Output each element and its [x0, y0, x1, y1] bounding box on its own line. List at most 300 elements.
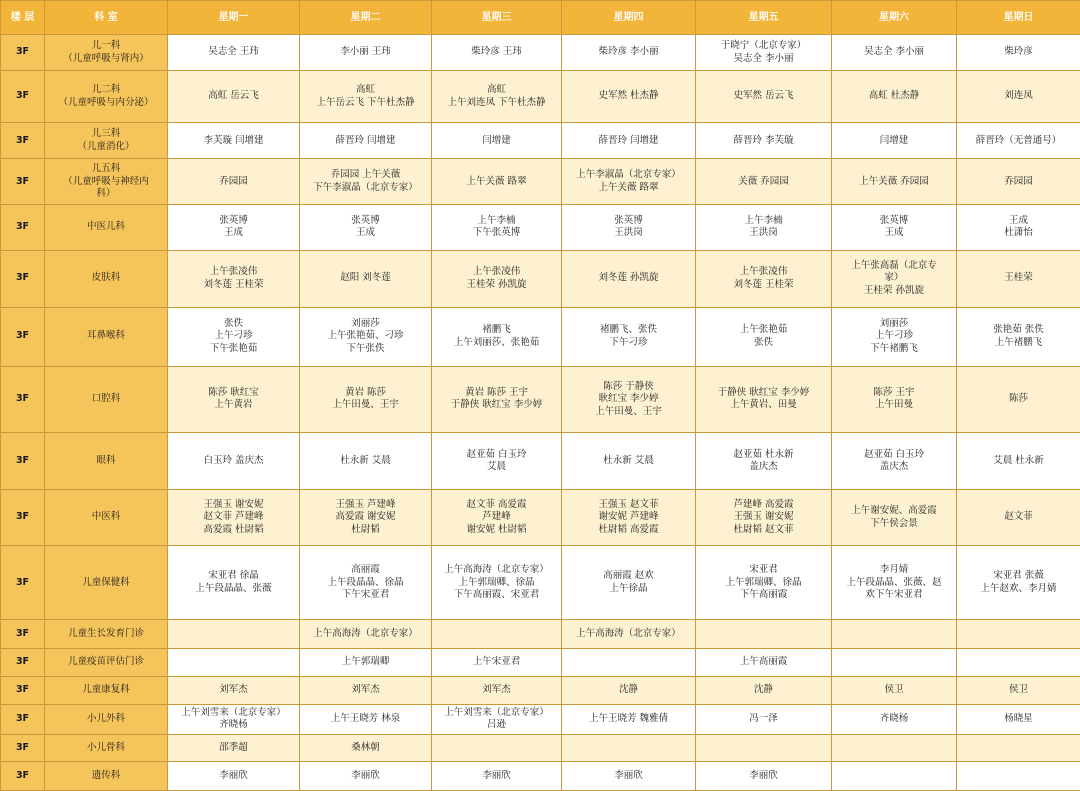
schedule-cell: [300, 250, 432, 307]
doctor-line: 于静侠 耿红宝 李少婷: [717, 386, 810, 398]
doctor-line: 薛晋玲 闫增建: [335, 134, 396, 146]
schedule-cell: [300, 620, 432, 648]
schedule-cell: [832, 366, 957, 432]
doctor-line: 赵亚茹 白玉玲: [863, 448, 925, 460]
doctor-line: 上午高海涛（北京专家）: [313, 627, 418, 639]
schedule-cell: [432, 433, 562, 490]
schedule-cell: [957, 433, 1080, 490]
doctor-line: 上午关薇 乔园园: [859, 175, 929, 187]
doctor-line: 赵亚茹 杜永新: [733, 448, 794, 460]
schedule-cell: [168, 35, 300, 71]
schedule-cell: [957, 734, 1080, 761]
schedule-cell: [300, 35, 432, 71]
doctor-line: 李芙璇 闫增建: [203, 134, 264, 146]
department-name-line: （儿童消化）: [77, 140, 135, 152]
schedule-cell: [832, 676, 957, 704]
table-row: [1, 250, 1080, 307]
doctor-line: 李丽欣: [614, 769, 643, 781]
schedule-cell: [562, 648, 696, 676]
department-cell: [45, 433, 168, 490]
doctor-line: 下午张艳茹: [209, 343, 258, 355]
schedule-cell: [432, 546, 562, 620]
department-name-line: 小儿外科: [86, 712, 125, 724]
department-name-line: 儿童康复科: [82, 683, 130, 695]
schedule-cell: [168, 123, 300, 159]
doctor-line: 薛晋玲 闫增建: [598, 134, 659, 146]
schedule-cell: [832, 704, 957, 734]
doctor-line: 陈莎 于静侠: [603, 380, 654, 392]
doctor-line: 闫增建: [482, 134, 511, 146]
floor-cell: 3F: [1, 620, 45, 648]
schedule-cell: [168, 307, 300, 366]
schedule-cell: [562, 761, 696, 790]
doctor-line: 王成: [223, 227, 243, 239]
department-name-line: 儿三科: [91, 128, 121, 140]
schedule-cell: [696, 123, 832, 159]
doctor-line: 上午李楠: [744, 214, 783, 226]
doctor-line: 李小丽 王玮: [340, 46, 391, 58]
doctor-line: 刘冬莲 孙凯旋: [598, 272, 659, 284]
table-row: [1, 366, 1080, 432]
table-row: [1, 433, 1080, 490]
department-cell: [45, 123, 168, 159]
doctor-line: 齐晓杨: [219, 719, 248, 731]
doctor-line: 邵季超: [219, 741, 248, 753]
schedule-cell: [562, 676, 696, 704]
schedule-cell: [832, 433, 957, 490]
table-row: [1, 761, 1080, 790]
doctor-line: 王成: [884, 227, 904, 239]
doctor-line: 王洪岗: [749, 227, 778, 239]
floor-cell: 3F: [1, 250, 45, 307]
doctor-line: 侯卫: [1008, 683, 1028, 695]
schedule-cell: [432, 676, 562, 704]
doctor-line: 上午黄岩、田曼: [730, 399, 797, 411]
doctor-line: 上午王晓芳 魏雅倩: [588, 712, 669, 724]
doctor-line: 芦建峰 高爱霞: [733, 498, 794, 510]
schedule-cell: [832, 123, 957, 159]
doctor-line: 乔园园 上午关薇: [330, 169, 401, 181]
header-row: [1, 1, 1080, 35]
schedule-cell: [300, 71, 432, 123]
header-department: 科 室: [45, 1, 168, 35]
doctor-line: 上午田曼、王宇: [595, 405, 662, 417]
floor-cell: 3F: [1, 366, 45, 432]
department-cell: [45, 704, 168, 734]
doctor-line: 沈静: [753, 683, 773, 695]
doctor-line: 上午张凌伟: [472, 266, 521, 278]
table-row: [1, 71, 1080, 123]
department-cell: [45, 761, 168, 790]
floor-cell: 3F: [1, 35, 45, 71]
doctor-line: 王强玉 芦建峰: [335, 498, 396, 510]
schedule-cell: [300, 159, 432, 205]
department-cell: [45, 307, 168, 366]
doctor-line: 下午张佚: [346, 343, 385, 355]
doctor-line: 刘军杰: [351, 683, 380, 695]
doctor-line: 冯一泽: [749, 712, 778, 724]
schedule-body: [1, 35, 1080, 791]
schedule-cell: [562, 123, 696, 159]
department-cell: [45, 35, 168, 71]
doctor-line: 赵文菲: [1004, 511, 1033, 523]
doctor-line: 侯卫: [884, 683, 904, 695]
doctor-line: 盖庆杰: [749, 461, 778, 473]
doctor-line: 上午段晶晶、张薇、赵: [846, 576, 942, 588]
doctor-line: 王强玉 谢安妮: [733, 511, 794, 523]
schedule-cell: [168, 546, 300, 620]
doctor-line: 上午李楠: [477, 214, 516, 226]
header-day-mon: 星期一: [168, 1, 300, 35]
schedule-cell: [300, 433, 432, 490]
table-row: [1, 123, 1080, 159]
doctor-line: 王成: [1008, 214, 1028, 226]
schedule-cell: [432, 307, 562, 366]
doctor-line: 高丽霞: [351, 564, 380, 576]
schedule-cell: [432, 159, 562, 205]
doctor-line: 下午刁珍: [609, 336, 648, 348]
doctor-line: 薛晋玲（无普通号）: [975, 134, 1062, 146]
schedule-cell: [562, 159, 696, 205]
doctor-line: 王桂荣 孙凯旋: [466, 278, 527, 290]
doctor-line: 下午高丽霞: [739, 589, 788, 601]
schedule-cell: [300, 366, 432, 432]
schedule-cell: [300, 676, 432, 704]
doctor-line: 上午郭瑞卿、徐晶: [725, 576, 802, 588]
doctor-line: 柴玲彦 王玮: [471, 46, 522, 58]
schedule-cell: [957, 71, 1080, 123]
schedule-cell: [832, 761, 957, 790]
schedule-cell: [957, 648, 1080, 676]
schedule-cell: [300, 734, 432, 761]
doctor-line: 杜永新 艾晨: [603, 454, 654, 466]
doctor-line: 张英博: [219, 214, 248, 226]
doctor-line: 李月婧: [879, 564, 909, 576]
doctor-line: 陈莎: [1008, 393, 1028, 405]
schedule-cell: [168, 648, 300, 676]
schedule-cell: [696, 704, 832, 734]
department-cell: [45, 734, 168, 761]
schedule-cell: [957, 35, 1080, 71]
department-name-line: 中医儿科: [86, 221, 125, 233]
doctor-line: 上午刁珍: [214, 330, 253, 342]
schedule-cell: [432, 35, 562, 71]
schedule-cell: [832, 35, 957, 71]
department-name-line: 中医科: [91, 511, 121, 523]
schedule-cell: [696, 620, 832, 648]
doctor-line: 黄岩 陈莎 王宇: [464, 386, 529, 398]
doctor-line: 柴玲彦: [1004, 46, 1033, 58]
doctor-line: 上午郭瑞卿、徐晶: [458, 576, 535, 588]
schedule-cell: [432, 490, 562, 546]
doctor-line: 上午宋亚君: [472, 655, 521, 667]
doctor-line: 上午王晓芳 林泉: [330, 712, 401, 724]
department-cell: [45, 159, 168, 205]
table-row: [1, 648, 1080, 676]
schedule-cell: [432, 704, 562, 734]
doctor-line: 李丽欣: [351, 769, 380, 781]
floor-cell: 3F: [1, 704, 45, 734]
schedule-cell: [696, 734, 832, 761]
doctor-line: 杜尉韬: [351, 523, 380, 535]
doctor-line: 史军然 岳云飞: [733, 90, 794, 102]
schedule-cell: [832, 648, 957, 676]
doctor-line: 宋亚君 徐晶: [208, 570, 259, 582]
schedule-cell: [300, 704, 432, 734]
doctor-line: 杜永新 艾晨: [340, 454, 391, 466]
schedule-cell: [957, 761, 1080, 790]
schedule-cell: [696, 35, 832, 71]
schedule-cell: [562, 71, 696, 123]
department-cell: [45, 250, 168, 307]
doctor-line: 上午张艳茹、刁珍: [327, 330, 404, 342]
floor-cell: 3F: [1, 159, 45, 205]
doctor-line: 下午张英博: [472, 227, 521, 239]
schedule-cell: [168, 734, 300, 761]
schedule-cell: [696, 761, 832, 790]
department-cell: [45, 205, 168, 250]
doctor-line: 高虹: [486, 84, 506, 96]
doctor-line: 上午段晶晶、张薇: [195, 582, 272, 594]
doctor-line: 杜尉韬 高爱霞: [598, 523, 659, 535]
doctor-line: 上午刘丽莎、张艳茹: [453, 336, 540, 348]
department-name-line: 儿二科: [91, 84, 121, 96]
doctor-line: 下午李淑晶（北京专家）: [313, 181, 418, 193]
schedule-cell: [300, 123, 432, 159]
schedule-cell: [832, 159, 957, 205]
schedule-cell: [300, 761, 432, 790]
doctor-line: 上午郭瑞卿: [341, 655, 390, 667]
doctor-line: 杜潇怡: [1004, 227, 1033, 239]
doctor-line: 王强玉 谢安妮: [203, 498, 264, 510]
doctor-line: 上午张高磊（北京专: [851, 259, 937, 271]
schedule-cell: [832, 307, 957, 366]
schedule-cell: [432, 366, 562, 432]
floor-cell: 3F: [1, 490, 45, 546]
doctor-line: 黄岩 陈莎: [344, 386, 387, 398]
schedule-cell: [562, 620, 696, 648]
department-cell: [45, 676, 168, 704]
doctor-line: 上午关薇 路翠: [598, 181, 659, 193]
doctor-line: 家）: [884, 272, 904, 284]
doctor-line: 张英博: [614, 214, 643, 226]
schedule-cell: [168, 761, 300, 790]
doctor-line: 闫增建: [879, 134, 909, 146]
schedule-cell: [957, 620, 1080, 648]
schedule-cell: [832, 734, 957, 761]
schedule-cell: [832, 620, 957, 648]
table-row: [1, 35, 1080, 71]
department-cell: [45, 366, 168, 432]
schedule-cell: [168, 71, 300, 123]
department-name-line: 儿童生长发育门诊: [67, 627, 144, 639]
floor-cell: 3F: [1, 205, 45, 250]
department-name-line: 儿童疫苗评估门诊: [67, 655, 144, 667]
doctor-line: 张佚: [753, 336, 773, 348]
header-day-tue: 星期二: [300, 1, 432, 35]
doctor-line: 刘丽莎: [351, 317, 380, 329]
doctor-line: 赵文菲 高爱霞: [466, 498, 527, 510]
schedule-cell: [957, 676, 1080, 704]
department-cell: [45, 620, 168, 648]
doctor-line: 李丽欣: [219, 769, 248, 781]
doctor-line: 吴志全 王玮: [208, 46, 259, 58]
doctor-line: 张英博: [351, 214, 380, 226]
schedule-cell: [696, 546, 832, 620]
schedule-cell: [957, 307, 1080, 366]
schedule-cell: [432, 250, 562, 307]
department-cell: [45, 648, 168, 676]
header-day-fri: 星期五: [696, 1, 832, 35]
floor-cell: 3F: [1, 648, 45, 676]
doctor-line: 谢安妮 杜尉韬: [466, 523, 527, 535]
doctor-line: 上午高丽霞: [739, 655, 788, 667]
doctor-line: 上午田曼、王宇: [332, 399, 399, 411]
doctor-line: 上午刘雪来（北京专家）: [444, 706, 549, 718]
doctor-line: 于静侠 耿红宝 李少婷: [450, 399, 543, 411]
floor-cell: 3F: [1, 761, 45, 790]
department-name-line: （儿童呼吸与内分泌）: [58, 96, 154, 108]
doctor-line: 下午侯会景: [870, 517, 918, 529]
schedule-cell: [168, 676, 300, 704]
doctor-line: 李丽欣: [749, 769, 778, 781]
schedule-cell: [957, 704, 1080, 734]
doctor-line: 陈莎 耿红宝: [208, 386, 259, 398]
schedule-cell: [300, 307, 432, 366]
table-row: [1, 546, 1080, 620]
schedule-cell: [957, 123, 1080, 159]
doctor-line: 上午高海涛（北京专家）: [576, 627, 681, 639]
doctor-line: 吴志全 李小丽: [863, 46, 925, 58]
doctor-line: 于晓宁（北京专家）: [720, 40, 807, 52]
department-name-line: 皮肤科: [91, 272, 121, 284]
table-row: [1, 159, 1080, 205]
department-name-line: 小儿骨科: [86, 741, 125, 753]
doctor-line: 王强玉 赵文菲: [598, 498, 659, 510]
doctor-line: 上午赵欢、李月婧: [980, 582, 1057, 594]
schedule-cell: [168, 704, 300, 734]
department-name-line: 科）: [96, 188, 116, 200]
department-name-line: 眼科: [96, 454, 116, 466]
doctor-line: 齐晓杨: [879, 712, 909, 724]
doctor-line: 杜尉韬 赵文菲: [733, 523, 794, 535]
schedule-cell: [300, 546, 432, 620]
doctor-line: 上午田曼: [874, 399, 913, 411]
doctor-line: 赵文菲 芦建峰: [203, 511, 264, 523]
department-name-line: 遗传科: [91, 769, 121, 781]
department-cell: [45, 490, 168, 546]
doctor-line: 宋亚君 张薇: [993, 570, 1044, 582]
doctor-line: 上午关薇 路翠: [466, 175, 527, 187]
schedule-cell: [562, 546, 696, 620]
schedule-cell: [432, 648, 562, 676]
schedule-cell: [562, 35, 696, 71]
schedule-cell: [957, 366, 1080, 432]
doctor-line: 王桂荣: [1004, 272, 1033, 284]
doctor-line: 乔园园: [1004, 175, 1033, 187]
doctor-line: 张艳茹 张佚: [993, 324, 1044, 336]
department-name-line: （儿童呼吸与神经内: [63, 175, 149, 187]
schedule-cell: [696, 159, 832, 205]
doctor-line: 史军然 杜杰静: [598, 90, 659, 102]
doctor-line: 上午岳云飞 下午杜杰静: [316, 96, 415, 108]
schedule-cell: [562, 433, 696, 490]
doctor-line: 上午张艳茹: [739, 324, 788, 336]
doctor-line: 王洪岗: [614, 227, 643, 239]
doctor-line: 赵阳 刘冬莲: [340, 272, 391, 284]
schedule-cell: [562, 490, 696, 546]
doctor-line: 李丽欣: [482, 769, 511, 781]
doctor-line: 上午刘连凤 下午杜杰静: [447, 96, 546, 108]
schedule-cell: [432, 761, 562, 790]
header-day-sat: 星期六: [832, 1, 957, 35]
doctor-line: 刘丽莎: [879, 317, 909, 329]
doctor-line: 上午高海涛（北京专家）: [444, 564, 549, 576]
doctor-line: 刘军杰: [482, 683, 511, 695]
schedule-cell: [432, 734, 562, 761]
schedule-cell: [168, 159, 300, 205]
doctor-line: 王成: [355, 227, 375, 239]
department-cell: [45, 546, 168, 620]
doctor-line: 刘军杰: [219, 683, 248, 695]
schedule-cell: [300, 648, 432, 676]
schedule-cell: [300, 490, 432, 546]
doctor-line: 刘连凤: [1004, 90, 1033, 102]
schedule-cell: [957, 250, 1080, 307]
doctor-line: 高爱霞 谢安妮: [335, 511, 396, 523]
department-name-line: 儿五科: [91, 163, 121, 175]
doctor-line: 吕逊: [486, 719, 506, 731]
doctor-line: 艾晨: [486, 461, 506, 473]
doctor-line: 上午李淑晶（北京专家）: [576, 169, 681, 181]
schedule-cell: [832, 546, 957, 620]
table-row: [1, 734, 1080, 761]
doctor-line: 王桂荣 孙凯旋: [863, 284, 925, 296]
doctor-line: 褚鹏飞、张佚: [599, 324, 657, 336]
schedule-cell: [696, 676, 832, 704]
doctor-line: 柴玲彦 李小丽: [598, 46, 659, 58]
doctor-line: 芦建峰: [482, 511, 511, 523]
schedule-cell: [562, 734, 696, 761]
schedule-cell: [562, 205, 696, 250]
schedule-cell: [168, 433, 300, 490]
doctor-line: 乔园园: [219, 175, 248, 187]
doctor-line: 上午褚鹏飞: [994, 336, 1043, 348]
doctor-line: 高丽霞 赵欢: [603, 570, 654, 582]
doctor-line: 白玉玲 盖庆杰: [203, 454, 264, 466]
schedule-cell: [957, 490, 1080, 546]
schedule-cell: [696, 648, 832, 676]
header-day-sun: 星期日: [957, 1, 1080, 35]
schedule-cell: [168, 205, 300, 250]
schedule-cell: [832, 250, 957, 307]
schedule-cell: [562, 307, 696, 366]
doctor-line: 下午褚鹏飞: [870, 343, 918, 355]
schedule-cell: [300, 205, 432, 250]
department-name-line: 耳鼻喉科: [86, 330, 125, 342]
doctor-line: 下午宋亚君: [341, 589, 390, 601]
schedule-cell: [696, 307, 832, 366]
schedule-cell: [696, 71, 832, 123]
doctor-line: 赵亚茹 白玉玲: [466, 448, 527, 460]
table-row: [1, 307, 1080, 366]
doctor-line: 耿红宝 李少婷: [598, 393, 659, 405]
schedule-cell: [696, 433, 832, 490]
schedule-cell: [696, 490, 832, 546]
header-day-thu: 星期四: [562, 1, 696, 35]
department-name-line: （儿童呼吸与肾内）: [63, 52, 149, 64]
doctor-line: 吴志全 李小丽: [733, 52, 794, 64]
